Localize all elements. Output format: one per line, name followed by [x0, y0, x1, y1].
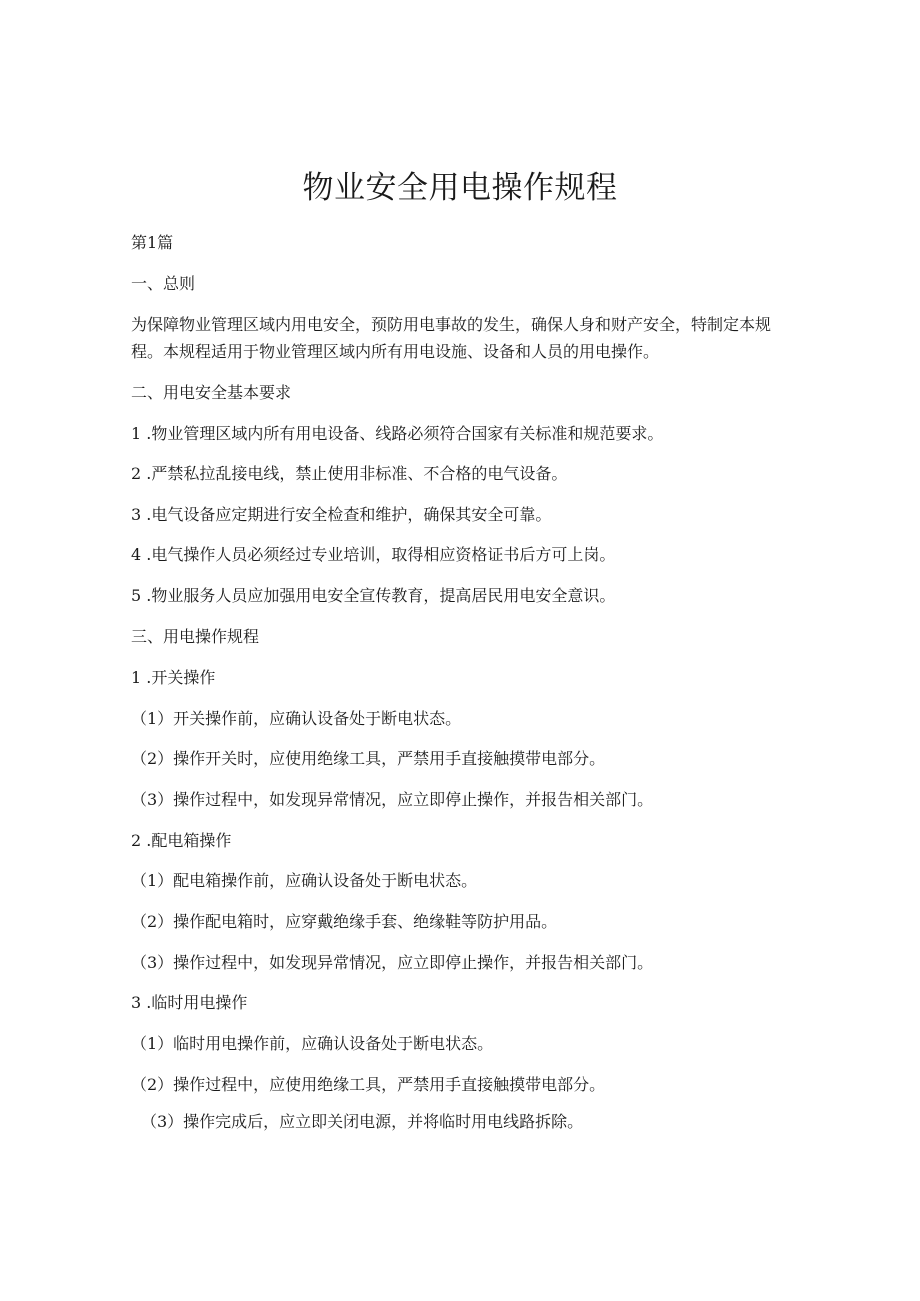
- procedure-title-distribution-box: 2 .配电箱操作: [131, 831, 232, 850]
- section-heading-procedures: 三、用电操作规程: [131, 627, 260, 646]
- procedure-step: （1）开关操作前，应确认设备处于断电状态。: [131, 709, 462, 728]
- procedure-step: （3）操作过程中，如发现异常情况，应立即停止操作，并报告相关部门。: [131, 953, 654, 972]
- section-heading-basic-requirements: 二、用电安全基本要求: [131, 383, 292, 402]
- procedure-step: （2）操作开关时，应使用绝缘工具，严禁用手直接触摸带电部分。: [131, 749, 606, 768]
- procedure-step: （2）操作配电箱时，应穿戴绝缘手套、绝缘鞋等防护用品。: [131, 912, 558, 931]
- general-paragraph: 为保障物业管理区域内用电安全，预防用电事故的发生，确保人身和财产安全，特制定本规程。本规程适用于物业管理区域内所有用电设施、设备和人员的用电操作。: [131, 315, 772, 361]
- procedure-step: （3）操作过程中，如发现异常情况，应立即停止操作，并报告相关部门。: [131, 790, 654, 809]
- procedure-title-switch: 1 .开关操作: [131, 668, 216, 687]
- requirement-item-4: 4 .电气操作人员必须经过专业培训，取得相应资格证书后方可上岗。: [131, 545, 616, 564]
- requirement-item-2: 2 .严禁私拉乱接电线，禁止使用非标准、不合格的电气设备。: [131, 464, 568, 483]
- procedure-title-temporary-power: 3 .临时用电操作: [131, 993, 248, 1012]
- requirement-item-1: 1 .物业管理区域内所有用电设备、线路必须符合国家有关标准和规范要求。: [131, 424, 664, 443]
- procedure-step: （3）操作完成后，应立即关闭电源，并将临时用电线路拆除。: [141, 1112, 584, 1131]
- document-title: 物业安全用电操作规程: [302, 170, 618, 206]
- procedure-step: （1）临时用电操作前，应确认设备处于断电状态。: [131, 1034, 494, 1053]
- section-heading-general: 一、总则: [131, 274, 196, 293]
- part-label: 第1篇: [131, 233, 174, 252]
- requirement-item-5: 5 .物业服务人员应加强用电安全宣传教育，提高居民用电安全意识。: [131, 586, 616, 605]
- requirement-item-3: 3 .电气设备应定期进行安全检查和维护，确保其安全可靠。: [131, 505, 552, 524]
- procedure-step: （1）配电箱操作前，应确认设备处于断电状态。: [131, 871, 478, 890]
- procedure-step: （2）操作过程中，应使用绝缘工具，严禁用手直接触摸带电部分。: [131, 1075, 606, 1094]
